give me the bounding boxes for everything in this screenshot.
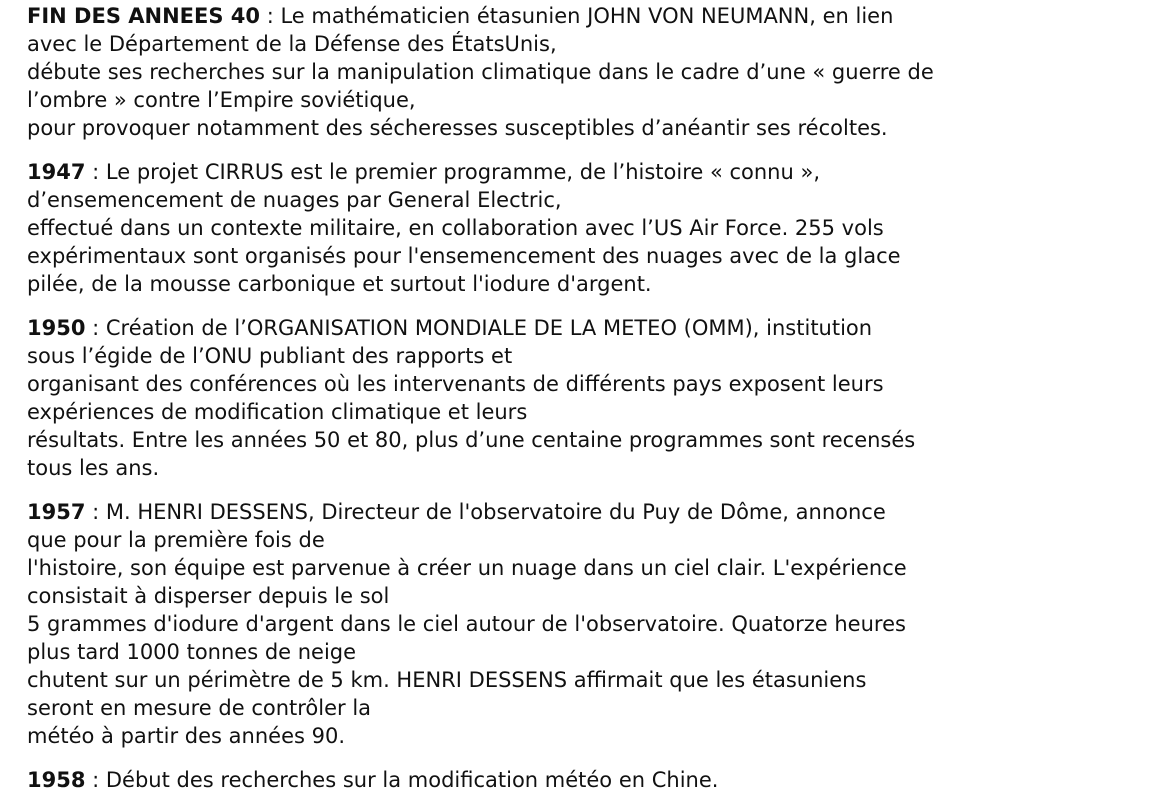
timeline-entry xyxy=(27,498,1147,750)
entry-separator: : xyxy=(85,500,106,524)
timeline-entries xyxy=(27,2,1147,794)
entry-text: plus tard 1000 tonnes de neige xyxy=(27,640,357,664)
entry-text: pilée, de la mousse carbonique et surtout l'iodure d'argent. xyxy=(27,272,652,296)
entry-text: Le mathématicien étasunien JOHN VON NEUMANN, en lien xyxy=(280,4,894,28)
entry-line xyxy=(27,454,1147,482)
entry-text: résultats. Entre les années 50 et 80, plus d’une centaine programmes sont recensés xyxy=(27,428,916,452)
entry-date-label: FIN DES ANNEES 40 xyxy=(27,4,261,28)
entry-text: sous l’égide de l’ONU publiant des rapports et xyxy=(27,344,513,368)
entry-line xyxy=(27,638,1147,666)
entry-date-label: 1947 xyxy=(27,160,86,184)
entry-line xyxy=(27,314,1147,342)
entry-line xyxy=(27,610,1147,638)
entry-text: seront en mesure de contrôler la xyxy=(27,696,372,720)
entry-line xyxy=(27,214,1147,242)
entry-line xyxy=(27,694,1147,722)
document-body xyxy=(27,2,1147,810)
entry-line xyxy=(27,666,1147,694)
entry-text: M. HENRI DESSENS, Directeur de l'observatoire du Puy de Dôme, annonce xyxy=(105,500,886,524)
timeline-entry xyxy=(27,314,1147,482)
entry-line xyxy=(27,270,1147,298)
entry-line xyxy=(27,398,1147,426)
entry-separator: : xyxy=(260,4,281,28)
entry-line xyxy=(27,342,1147,370)
entry-line xyxy=(27,722,1147,750)
entry-text: pour provoquer notamment des sécheresses susceptibles d’anéantir ses récoltes. xyxy=(27,116,888,140)
entry-line xyxy=(27,58,1147,86)
entry-text: 5 grammes d'iodure d'argent dans le ciel autour de l'observatoire. Quatorze heures xyxy=(27,612,906,636)
entry-text: Début des recherches sur la modification météo en Chine. xyxy=(105,768,719,792)
entry-separator: : xyxy=(85,768,106,792)
entry-text: expérimentaux sont organisés pour l'ensemencement des nuages avec de la glace xyxy=(27,244,901,268)
entry-line xyxy=(27,242,1147,270)
entry-line xyxy=(27,426,1147,454)
entry-text: chutent sur un périmètre de 5 km. HENRI DESSENS affirmait que les étasuniens xyxy=(27,668,867,692)
entry-text: d’ensemencement de nuages par General Electric, xyxy=(27,188,562,212)
entry-text: débute ses recherches sur la manipulation climatique dans le cadre d’une « guerre de xyxy=(27,60,934,84)
entry-text: que pour la première fois de xyxy=(27,528,325,552)
timeline-entry xyxy=(27,2,1147,142)
entry-text: organisant des conférences où les intervenants de différents pays exposent leurs xyxy=(27,372,884,396)
entry-text: expériences de modification climatique et leurs xyxy=(27,400,528,424)
entry-line xyxy=(27,2,1147,30)
entry-line xyxy=(27,158,1147,186)
entry-line xyxy=(27,554,1147,582)
entry-text: effectué dans un contexte militaire, en collaboration avec l’US Air Force. 255 vols xyxy=(27,216,884,240)
entry-line xyxy=(27,86,1147,114)
entry-line xyxy=(27,370,1147,398)
entry-line xyxy=(27,498,1147,526)
entry-line xyxy=(27,30,1147,58)
entry-line xyxy=(27,766,1147,794)
timeline-entry xyxy=(27,158,1147,298)
entry-date-label: 1957 xyxy=(27,500,86,524)
entry-text: avec le Département de la Défense des ÉtatsUnis, xyxy=(27,32,557,56)
entry-text: l’ombre » contre l’Empire soviétique, xyxy=(27,88,416,112)
entry-date-label: 1958 xyxy=(27,768,86,792)
entry-text: météo à partir des années 90. xyxy=(27,724,346,748)
timeline-entry xyxy=(27,766,1147,794)
entry-text: tous les ans. xyxy=(27,456,160,480)
entry-line xyxy=(27,186,1147,214)
entry-line xyxy=(27,526,1147,554)
entry-text: Création de l’ORGANISATION MONDIALE DE LA METEO (OMM), institution xyxy=(105,316,873,340)
entry-text: Le projet CIRRUS est le premier programme, de l’histoire « connu », xyxy=(105,160,821,184)
entry-separator: : xyxy=(85,316,106,340)
entry-line xyxy=(27,582,1147,610)
entry-text: l'histoire, son équipe est parvenue à créer un nuage dans un ciel clair. L'expérience xyxy=(27,556,907,580)
entry-date-label: 1950 xyxy=(27,316,86,340)
entry-separator: : xyxy=(85,160,106,184)
entry-text: consistait à disperser depuis le sol xyxy=(27,584,390,608)
entry-line xyxy=(27,114,1147,142)
